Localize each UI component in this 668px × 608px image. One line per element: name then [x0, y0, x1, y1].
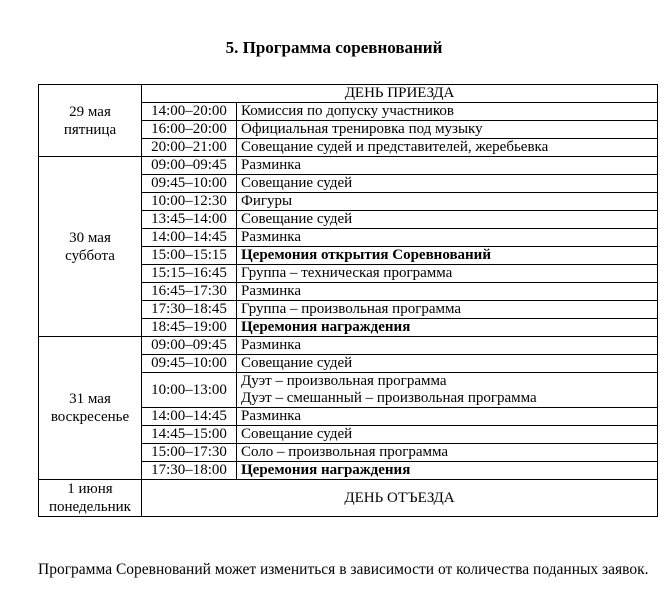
time-cell: 16:00–20:00 — [142, 121, 237, 139]
time-cell: 09:45–10:00 — [142, 175, 237, 193]
event-text: Церемония награждения — [241, 462, 411, 478]
time-cell: 15:00–17:30 — [142, 444, 237, 462]
event-cell — [237, 211, 658, 229]
page-title: 5. Программа соревнований — [225, 38, 443, 57]
schedule-note: Программа Соревнований может измениться в зависимости от количества поданных заявок. — [38, 561, 649, 578]
day-cell — [39, 157, 142, 337]
event-text: Совещание судей и представителей, жеребьевка — [241, 139, 549, 155]
time-cell: 09:45–10:00 — [142, 355, 237, 373]
event-text: Совещание судей — [241, 426, 353, 442]
event-text: Разминка — [241, 229, 301, 245]
event-text: Соло – произвольная программа — [241, 444, 449, 460]
event-cell — [237, 247, 658, 265]
departure-row — [39, 480, 658, 517]
event-text: Совещание судей — [241, 211, 353, 227]
event-text: Дуэт – произвольная программа — [241, 373, 447, 389]
event-cell — [237, 175, 658, 193]
event-cell — [237, 283, 658, 301]
table-row — [39, 157, 658, 175]
time-cell: 10:00–12:30 — [142, 193, 237, 211]
event-cell — [237, 121, 658, 139]
event-cell — [237, 408, 658, 426]
time-cell: 10:00–13:00 — [142, 373, 237, 408]
time-cell: 20:00–21:00 — [142, 139, 237, 157]
time-cell: 09:00–09:45 — [142, 337, 237, 355]
event-text: Совещание судей — [241, 175, 353, 191]
event-cell — [237, 193, 658, 211]
event-cell — [237, 229, 658, 247]
event-cell — [237, 373, 658, 408]
time-cell: 17:30–18:45 — [142, 301, 237, 319]
time-cell: 09:00–09:45 — [142, 157, 237, 175]
day-cell — [39, 480, 142, 517]
day-cell — [39, 337, 142, 480]
departure-label: ДЕНЬ ОТЪЕЗДА — [142, 480, 658, 517]
table-row — [39, 337, 658, 355]
event-cell — [237, 319, 658, 337]
time-cell: 14:00–14:45 — [142, 229, 237, 247]
time-cell: 14:00–14:45 — [142, 408, 237, 426]
day-date: 29 мая — [69, 103, 111, 120]
schedule-table — [38, 84, 658, 517]
event-text: Фигуры — [241, 193, 293, 209]
event-cell — [237, 265, 658, 283]
time-cell: 18:45–19:00 — [142, 319, 237, 337]
event-text: Комиссия по допуску участников — [241, 103, 454, 119]
day-cell — [39, 85, 142, 157]
day-weekday: понедельник — [49, 499, 131, 515]
event-cell — [237, 139, 658, 157]
event-text: Группа – произвольная программа — [241, 301, 462, 317]
event-text: Разминка — [241, 283, 301, 299]
day-weekday: суббота — [65, 247, 115, 264]
day-date: 30 мая — [69, 229, 111, 246]
event-text: Группа – техническая программа — [241, 265, 453, 281]
event-cell — [237, 103, 658, 121]
day-weekday: воскресенье — [50, 409, 130, 425]
event-cell — [237, 337, 658, 355]
time-cell: 15:15–16:45 — [142, 265, 237, 283]
day-date: 31 мая — [69, 391, 111, 407]
event-cell — [237, 301, 658, 319]
event-text: Дуэт – смешанный – произвольная программа — [241, 390, 537, 406]
day-date: 1 июня — [67, 481, 113, 497]
time-cell: 14:45–15:00 — [142, 426, 237, 444]
time-cell: 13:45–14:00 — [142, 211, 237, 229]
event-text: Совещание судей — [241, 355, 353, 371]
event-cell — [237, 444, 658, 462]
arrival-row — [39, 85, 658, 103]
event-cell — [237, 355, 658, 373]
event-text: Разминка — [241, 337, 301, 353]
time-cell: 15:00–15:15 — [142, 247, 237, 265]
event-text: Церемония открытия Соревнований — [241, 247, 491, 263]
event-text: Разминка — [241, 157, 301, 173]
event-text: Церемония награждения — [241, 319, 411, 335]
event-text: Разминка — [241, 408, 301, 424]
time-cell: 17:30–18:00 — [142, 462, 237, 480]
day-weekday: пятница — [63, 121, 117, 138]
time-cell: 16:45–17:30 — [142, 283, 237, 301]
arrival-label: ДЕНЬ ПРИЕЗДА — [142, 85, 658, 103]
event-cell — [237, 157, 658, 175]
event-text: Официальная тренировка под музыку — [241, 121, 483, 137]
event-cell — [237, 426, 658, 444]
time-cell: 14:00–20:00 — [142, 103, 237, 121]
event-cell — [237, 462, 658, 480]
